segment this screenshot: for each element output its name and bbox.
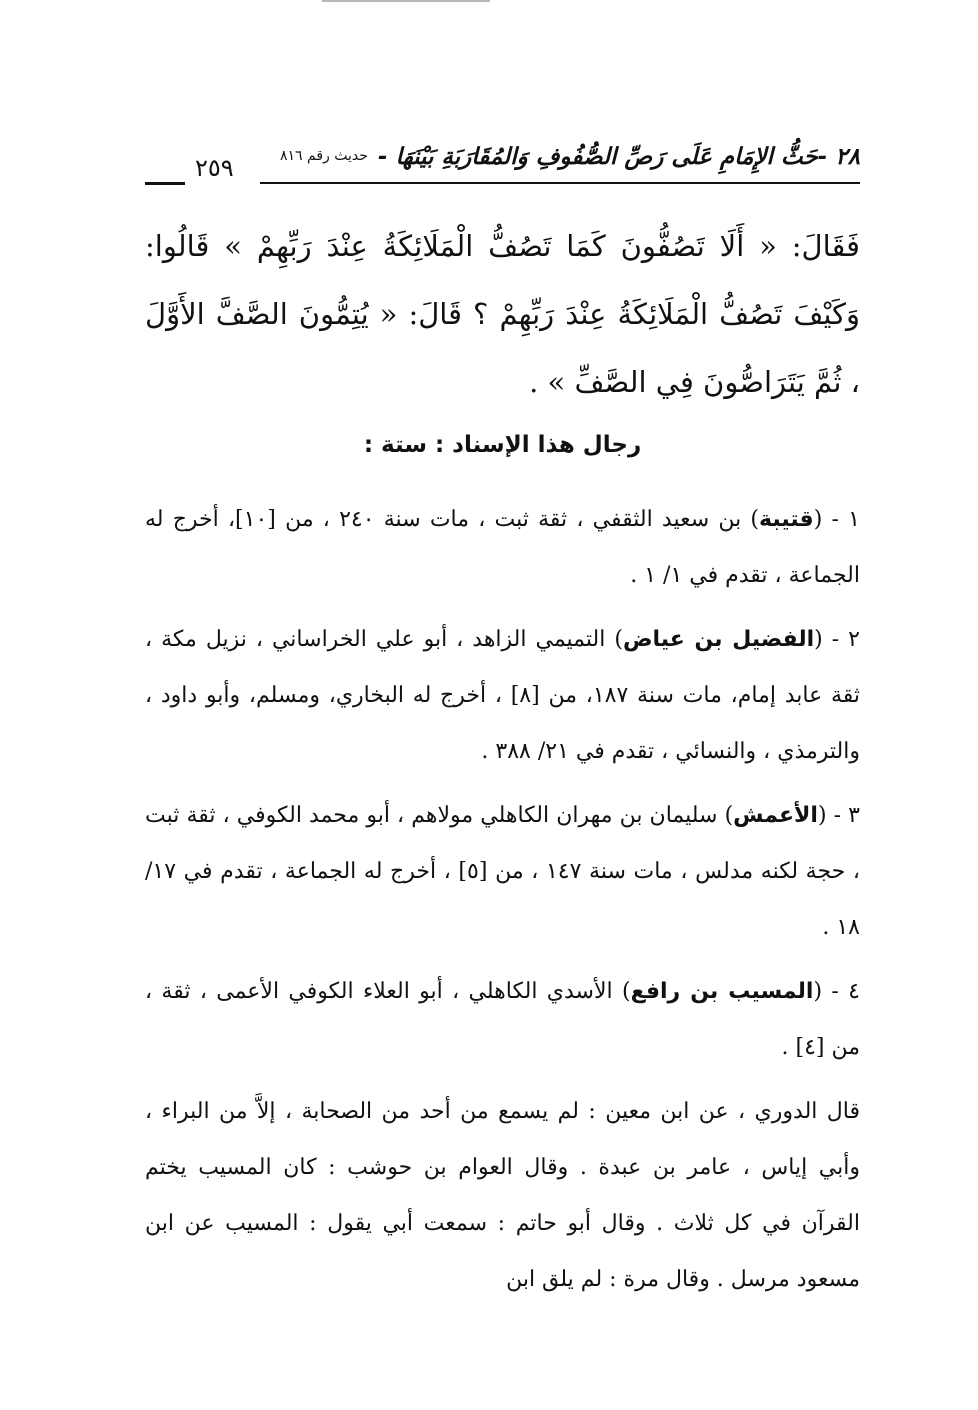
narrator-name: قتيبة — [759, 507, 814, 532]
narrator-entry — [145, 492, 860, 604]
narrator-bracket: ) — [750, 507, 760, 532]
narrator-entry — [145, 788, 860, 956]
narrator-bracket: ) — [724, 803, 734, 828]
narrator-details: التميمي الزاهد ، أبو علي الخراساني ، نزيل مكة ، ثقة عابد إمام، مات سنة ١٨٧، من [٨] ، أخرج له البخاري، ومسلم، وأبو داود ، والترمذي ، والنسائي ، تقدم في ٢١/ ٣٨٨ . — [145, 627, 860, 764]
narrator-bracket: ) — [621, 979, 631, 1004]
narrator-details: سليمان بن مهران الكاهلي مولاهم ، أبو محمد الكوفي ، ثقة ثبت ، حجة لكنه مدلس ، مات سنة ١٤٧ ، من [٥] ، أخرج له الجماعة ، تقدم في ١٧/ ١٨ . — [145, 803, 861, 940]
top-rule — [322, 0, 490, 2]
narrator-name: الفضيل بن عياض — [622, 627, 815, 652]
page-number-dash — [145, 182, 185, 185]
commentary-paragraph: قال الدوري ، عن ابن معين : لم يسمع من أحد من الصحابة ، إلاَّ من البراء ، وأبي إياس ، عامر بن عبدة . وقال العوام بن حوشب : كان المسيب يختم القرآن في كل ثلاث . وقال أبو حاتم : سمعت أبي يقول : المسيب عن ابن مسعود مرسل . وقال مرة : لم يلق ابن — [145, 1099, 860, 1292]
narrator-bracket: ) — [614, 627, 623, 652]
narrator-details: بن سعيد الثقفي ، ثقة ثبت ، مات سنة ٢٤٠ ، من [١٠]، أخرج له الجماعة ، تقدم في ١/ ١ . — [145, 507, 860, 588]
narrator-number: ١ - ( — [813, 507, 860, 532]
narrator-name: المسيب بن رافع — [630, 979, 814, 1004]
hadith-text: فَقَالَ: « أَلَا تَصُفُّونَ كَمَا تَصُفُّ الْمَلَائِكَةُ عِنْدَ رَبِّهِمْ » قَالُوا: وَكَيْفَ تَصُفُّ الْمَلَائِكَةُ عِنْدَ رَبِّهِمْ ؟ قَالَ: « يُتِمُّونَ الصَّفَّ الأَوَّلَ ، ثُمَّ يَتَرَاصُّونَ فِي الصَّفِّ » . — [145, 229, 860, 399]
narrator-details: الأسدي الكاهلي ، أبو العلاء الكوفي الأعمى ، ثقة ، من [٤] . — [145, 979, 860, 1060]
chapter-title: ٢٨ -حَثُّ الإِمَامِ عَلَى رَصِّ الصُّفُوفِ وَالمُقَارَبَةِ بَيْنَهَا - — [377, 144, 860, 170]
section-heading: رجال هذا الإسناد : ستة : — [363, 432, 642, 458]
narrator-number: ٤ - ( — [813, 979, 860, 1004]
hadith-reference: حديث رقم ٨١٦ — [280, 148, 368, 164]
narrator-name: الأعمش — [733, 803, 818, 828]
header-rule — [260, 182, 860, 184]
narrator-entry — [145, 612, 860, 780]
narrators-list — [145, 492, 860, 1308]
hadith-text-block — [145, 212, 860, 416]
narrator-number: ٢ - ( — [814, 627, 860, 652]
narrator-number: ٣ - ( — [817, 803, 860, 828]
running-header — [145, 140, 860, 196]
narrator-entry — [145, 964, 860, 1076]
page-number: ٢٥٩ — [195, 154, 234, 182]
